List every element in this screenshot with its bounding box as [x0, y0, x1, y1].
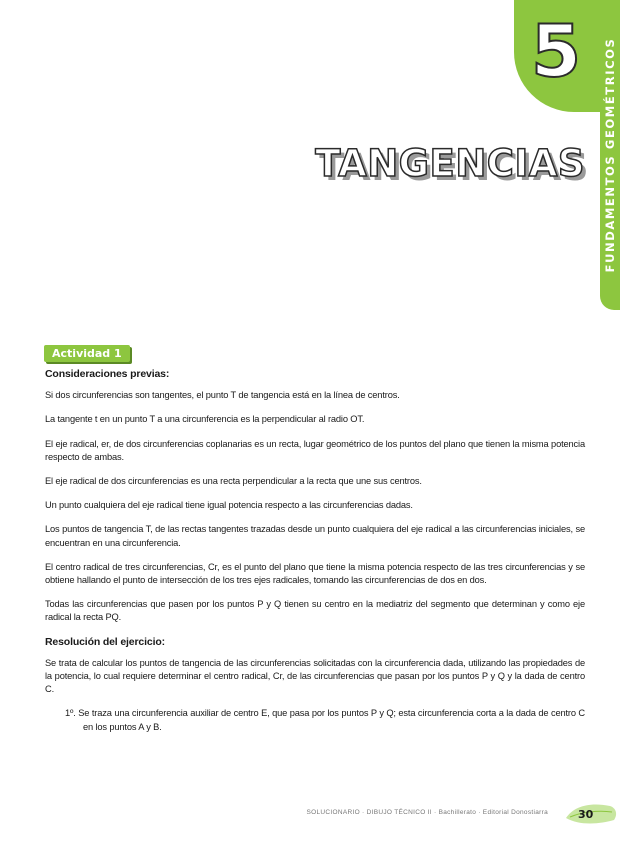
- heading-prev: Consideraciones previas:: [45, 368, 170, 380]
- page-number: 30: [578, 808, 594, 821]
- paragraph: Todas las circunferencias que pasen por los puntos P y Q tienen su centro en la mediatriz del segmento que determinan y como eje radical la recta PQ.: [45, 599, 585, 623]
- page-body: [45, 368, 585, 745]
- heading-resolution: Resolución del ejercicio:: [45, 635, 165, 648]
- paragraph: Si dos circunferencias son tangentes, el punto T de tangencia está en la línea de centros.: [45, 390, 400, 401]
- step-item: 1º. Se traza una circunferencia auxiliar de centro E, que pasa por los puntos P y Q; esta circunferencia corta a la dada de centro C en los puntos A y B.: [65, 708, 585, 732]
- paragraph: El eje radical de dos circunferencias es una recta perpendicular a la recta que une sus centros.: [45, 476, 422, 487]
- section-label: FUNDAMENTOS GEOMÉTRICOS: [603, 37, 617, 273]
- paragraph: Los puntos de tangencia T, de las rectas tangentes trazadas desde un punto cualquiera del eje radical a las circunferencias iniciales, se encuentran en una circunferencia.: [45, 524, 585, 548]
- paragraph: Un punto cualquiera del eje radical tiene igual potencia respecto a las circunferencias dadas.: [45, 500, 413, 511]
- footer-credit: SOLUCIONARIO · DIBUJO TÉCNICO II · Bachillerato · Editorial Donostiarra: [306, 809, 548, 816]
- paragraph: La tangente t en un punto T a una circunferencia es la perpendicular al radio OT.: [45, 414, 365, 425]
- paragraph: El eje radical, er, de dos circunferencias coplanarias es un recta, lugar geométrico de los puntos del plano que tienen la misma potencia respecto de ambas.: [45, 438, 585, 462]
- chapter-title: TANGENCIAS: [315, 142, 585, 185]
- activity-badge: Actividad 1: [44, 345, 130, 362]
- paragraph: El centro radical de tres circunferencias, Cr, es el punto del plano que tiene la misma potencia respecto de las tres circunferencias y se obtiene hallando el punto de intersección de los tres ejes radicales, tomando las circunferencias de dos en dos.: [45, 561, 585, 586]
- chapter-number: 5: [530, 9, 582, 93]
- paragraph: Se trata de calcular los puntos de tangencia de las circunferencias solicitadas con la circunferencia dada, utilizando las propiedades de la potencia, lo cual requiere determinar el centro radical, Cr, de las circunferencias que pasan por los puntos P y Q y la dada de centro C.: [45, 657, 585, 695]
